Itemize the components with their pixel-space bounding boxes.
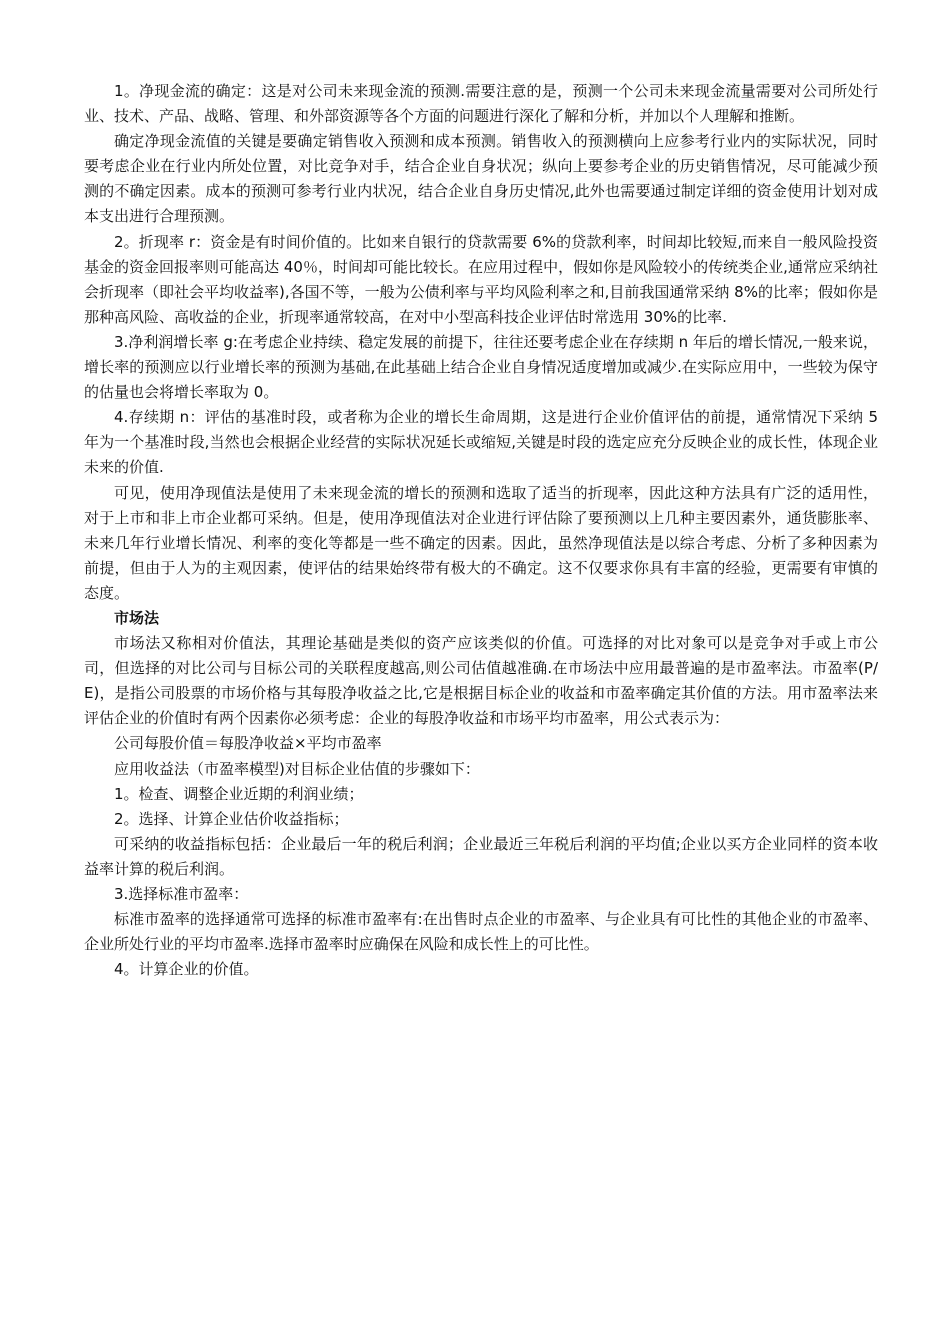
paragraph-market-method: 市场法又称相对价值法，其理论基础是类似的资产应该类似的价值。可选择的对比对象可以是竞争对手或上市公司，但选择的对比公司与目标公司的关联程度越高,则公司估值越准确.在市场法中应用最普遍的是市盈率法。市盈率(P/E)，是指公司股票的市场价格与其每股净收益之比,它是根据目标企业的收益和市盈率确定其价值的方法。用市盈率法来评估企业的价值时有两个因素你必须考虑：企业的每股净收益和市场平均市盈率，用公式表示为： xyxy=(84,634,878,728)
paragraph-step-3: 3.选择标准市盈率： xyxy=(114,885,249,903)
paragraph-discount-rate: 2。折现率 r：资金是有时间价值的。比如来自银行的贷款需要 6%的贷款利率，时间却比较短,而来自一般风险投资基金的资金回报率则可能高达 40％，时间却可能比较长。在应用过程中，假如你是风险较小的传统类企业,通常应采纳社会折现率（即社会平均收益率),各国不等，一般为公债利率与平均风险利率之和,目前我国通常采纳 8%的比率；假如你是那种高风险、高收益的企业，折现率通常较高，在对中小型高科技企业评估时常选用 30%的比率. xyxy=(84,232,878,326)
paragraph-steps-intro: 应用收益法（市盈率模型)对目标企业估值的步骤如下： xyxy=(114,759,480,778)
paragraph-step-1: 1。检查、调整企业近期的利润业绩； xyxy=(114,784,364,803)
paragraph-standard-pe: 标准市盈率的选择通常可选择的标准市盈率有:在出售时点企业的市盈率、与企业具有可比性的其他企业的市盈率、企业所处行业的平均市盈率.选择市盈率时应确保在风险和成长性上的可比性。 xyxy=(84,910,878,954)
paragraph-duration: 4.存续期 n：评估的基准时段，或者称为企业的增长生命周期，这是进行企业价值评估的前提，通常情况下采纳 5 年为一个基准时段,当然也会根据企业经营的实际状况延长或缩短,关键是时段的选定应充分反映企业的成长性，体现企业未来的价值. xyxy=(84,408,878,477)
paragraph-growth-rate: 3.净利润增长率 g:在考虑企业持续、稳定发展的前提下，往往还要考虑企业在存续期 n 年后的增长情况,一般来说，增长率的预测应以行业增长率的预测为基础,在此基础上结合企业自身情况适度增加或减少.在实际应用中，一些较为保守的估量也会将增长率取为 0。 xyxy=(84,332,878,402)
paragraph-cash-flow-key: 确定净现金流值的关键是要确定销售收入预测和成本预测。销售收入的预测横向上应参考行业内的实际状况，同时要考虑企业在行业内所处位置，对比竞争对手，结合企业自身状况；纵向上要参考企业的历史销售情况，尽可能减少预测的不确定因素。成本的预测可参考行业内状况，结合企业自身历史情况,此外也需要通过制定详细的资金使用计划对成本支出进行合理预测。 xyxy=(84,132,878,226)
paragraph-net-cash-flow: 1。净现金流的确定：这是对公司未来现金流的预测.需要注意的是，预测一个公司未来现金流量需要对公司所处行业、技术、产品、战略、管理、和外部资源等各个方面的问题进行深化了解和分析，并加以个人理解和推断。 xyxy=(84,82,878,126)
document-page xyxy=(84,79,878,982)
section-heading-market-method: 市场法 xyxy=(114,608,160,627)
paragraph-conclusion: 可见，使用净现值法是使用了未来现金流的增长的预测和选取了适当的折现率，因此这种方法具有广泛的适用性，对于上市和非上市企业都可采纳。但是，使用净现值法对企业进行评估除了要预测以上几种主要因素外，通货膨胀率、未来几年行业增长情况、利率的变化等都是一些不确定的因素。因此，虽然净现值法是以综合考虑、分析了多种因素为前提，但由于人为的主观因素，使评估的结果始终带有极大的不确定。这不仅要求你具有丰富的经验，更需要有审慎的态度。 xyxy=(84,483,878,602)
paragraph-formula: 公司每股价值＝每股净收益×平均市盈率 xyxy=(114,734,382,753)
paragraph-step-2: 2。选择、计算企业估价收益指标； xyxy=(114,809,349,828)
paragraph-income-indicators: 可采纳的收益指标包括：企业最后一年的税后利润；企业最近三年税后利润的平均值;企业以买方企业同样的资本收益率计算的税后利润。 xyxy=(84,834,878,878)
paragraph-step-4: 4。计算企业的价值。 xyxy=(114,960,259,979)
